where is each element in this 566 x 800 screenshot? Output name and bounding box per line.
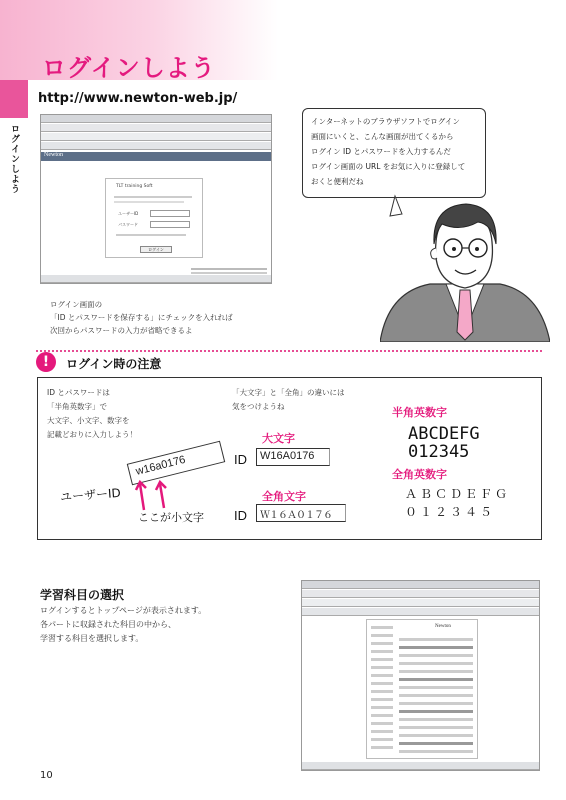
login-password-input[interactable] (150, 221, 190, 228)
handwritten-id-value: w16a0176 (134, 453, 187, 478)
login-button[interactable]: ログイン (140, 246, 172, 253)
fullwidth-title: 全角英数字 (392, 468, 447, 481)
save-password-checkbox[interactable] (116, 234, 186, 236)
subject-body: ログインするとトップページが表示されます。 各パートに収録された科目の中から、 学習する科目を選択します。 (40, 606, 207, 643)
fullwidth-id-field: Ｗ１６Ａ０１７６ (256, 504, 346, 522)
handwritten-id-label: ユーザーID (59, 485, 122, 505)
uppercase-label: 大文字 (262, 432, 295, 445)
uppercase-id-field: W16A0176 (256, 448, 330, 466)
site-banner (41, 152, 271, 161)
arrow-icon (134, 478, 184, 512)
page-number: 10 (40, 770, 53, 781)
fullwidth-label: 全角文字 (262, 490, 306, 503)
browser-statusbar (41, 275, 271, 283)
screenshot-caption: ログイン画面の 「ID とパスワードを保存する」にチェックを入れれば 次回からパスワードの入力が省略できるよ (50, 300, 233, 335)
halfwidth-digits: 012345 (408, 442, 470, 462)
login-password-label: パスワード (118, 222, 138, 227)
handwritten-note: ここが小文字 (138, 511, 204, 524)
speech-bubble: インターネットのブラウザソフトでログイン 画面にいくと、こんな画面が出てくるから ログイン ID とパスワードを入力するんだ ログイン画面の URL をお気に入りに登録して おくと便利だね (302, 108, 486, 198)
browser-addressbar (41, 124, 271, 132)
site-logo: Newton (44, 152, 63, 158)
page-title: ログインしよう (42, 54, 216, 82)
login-userid-input[interactable] (150, 210, 190, 217)
halfwidth-title: 半角英数字 (392, 406, 447, 419)
subject-page (366, 619, 478, 759)
login-panel (105, 178, 203, 258)
notice-middle-text: 「大文字」と「全角」の違いには 気をつけようね (232, 388, 345, 411)
businessman-illustration (380, 192, 550, 342)
side-label: ログインしよう (9, 124, 19, 194)
id-label-fullwidth: ID (234, 508, 247, 523)
site-url: http://www.newton-web.jp/ (38, 91, 238, 106)
section-divider (36, 350, 542, 352)
side-tab (0, 80, 28, 118)
browser-titlebar (41, 115, 271, 123)
fullwidth-letters: ＡＢＣＤＥＦＧ (405, 487, 511, 501)
login-userid-label: ユーザーID (118, 211, 139, 216)
notice-left-text: ID とパスワードは 「半角英数字」で 大文字、小文字、数字を 記載どおりに入力しよう！ (47, 388, 137, 439)
subject-title: 学習科目の選択 (40, 588, 125, 602)
login-app-title: TLT training Soft (116, 184, 153, 189)
subject-logo: Newton (435, 624, 451, 629)
halfwidth-letters: ABCDEFG (408, 424, 480, 444)
fullwidth-digits: ０１２３４５ (405, 505, 496, 519)
subject-screenshot (301, 580, 540, 771)
browser-tabs (41, 142, 271, 150)
id-label-uppercase: ID (234, 452, 247, 467)
subject-list (399, 638, 473, 758)
login-screenshot (40, 114, 272, 284)
exclamation-icon: ! (36, 352, 56, 372)
browser-toolbar (41, 133, 271, 141)
notice-title: ログイン時の注意 (66, 357, 162, 371)
